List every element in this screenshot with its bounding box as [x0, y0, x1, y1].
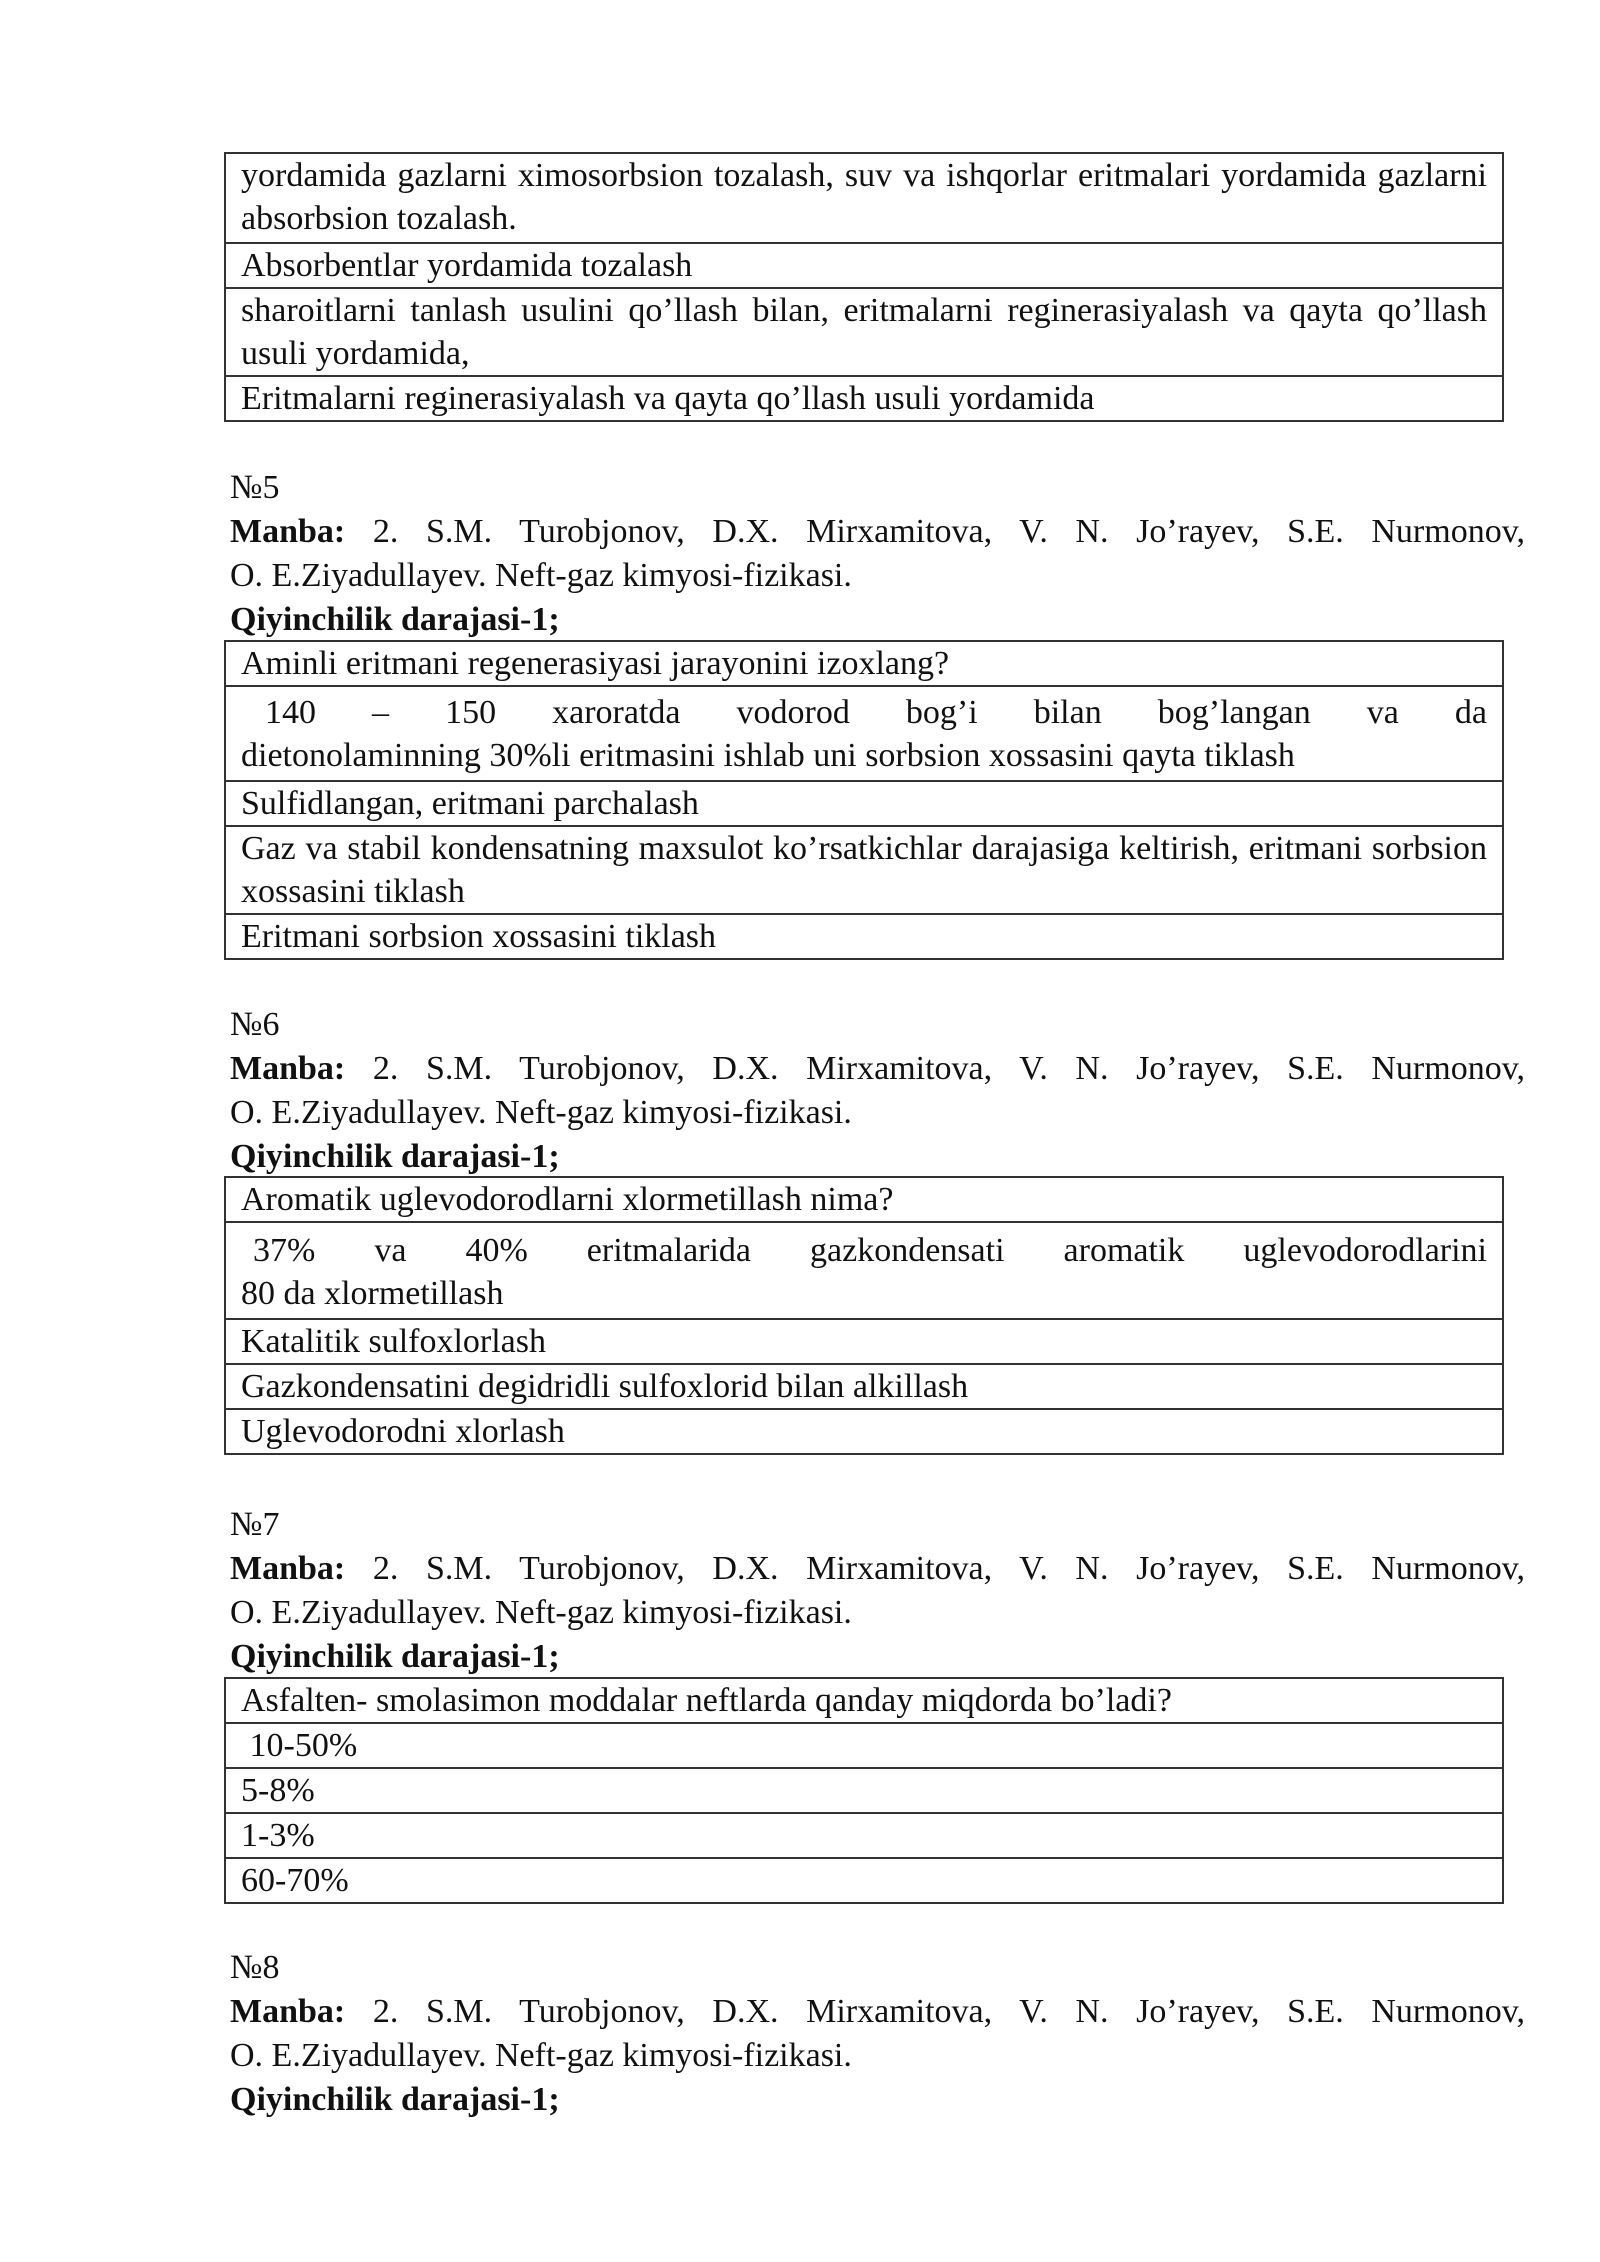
source-line-2: O. E.Ziyadullayev. Neft-gaz kimyosi-fizikasi.	[230, 1594, 852, 1631]
question-header	[230, 1003, 1525, 1179]
difficulty-level: Qiyinchilik darajasi-1;	[230, 1138, 560, 1175]
question-number: №8	[230, 1949, 280, 1986]
source-label: Manba:	[230, 1050, 346, 1087]
source-reference	[230, 1047, 1525, 1135]
table-row: yordamida gazlarni ximosorbsion tozalash, suv va ishqorlar eritmalari yordamida gazlarni absorbsion tozalash.	[241, 157, 1487, 237]
source-reference	[230, 1990, 1525, 2078]
source-line-1: 2. S.M. Turobjonov, D.X. Mirxamitova, V. N. Jo’rayev, S.E. Nurmonov,	[372, 1993, 1525, 2030]
difficulty-level: Qiyinchilik darajasi-1;	[230, 2081, 560, 2118]
source-line-2: O. E.Ziyadullayev. Neft-gaz kimyosi-fizikasi.	[230, 1094, 852, 1131]
table-row: Eritmani sorbsion xossasini tiklash	[226, 913, 1502, 958]
question-header	[230, 1503, 1525, 1679]
row-line: 140 – 150 xaroratda vodorod bog’i bilan bog’langan va da	[265, 694, 1487, 731]
table-row: Uglevodorodni xlorlash	[226, 1408, 1502, 1453]
source-line-2: O. E.Ziyadullayev. Neft-gaz kimyosi-fizikasi.	[230, 557, 852, 594]
table-row: Sulfidlangan, eritmani parchalash	[226, 780, 1502, 825]
answer-table	[224, 640, 1504, 960]
answer-table	[224, 1176, 1504, 1455]
table-row: Aromatik uglevodorodlarni xlormetillash nima?	[241, 1181, 894, 1218]
question-number: №7	[230, 1506, 280, 1543]
difficulty-level: Qiyinchilik darajasi-1;	[230, 601, 560, 638]
source-label: Manba:	[230, 1993, 346, 2030]
source-line-1: 2. S.M. Turobjonov, D.X. Mirxamitova, V. N. Jo’rayev, S.E. Nurmonov,	[372, 1550, 1525, 1587]
row-line: 80 da xlormetillash	[241, 1275, 504, 1312]
table-row: Eritmalarni reginerasiyalash va qayta qo’llash usuli yordamida	[226, 375, 1502, 420]
table-row: 1-3%	[226, 1812, 1502, 1857]
table-row: Absorbentlar yordamida tozalash	[226, 242, 1502, 287]
table-row: Gazkondensatini degidridli sulfoxlorid bilan alkillash	[226, 1363, 1502, 1408]
source-label: Manba:	[230, 513, 346, 550]
source-reference	[230, 1547, 1525, 1635]
table-row: sharoitlarni tanlash usulini qo’llash bilan, eritmalarni reginerasiyalash va qayta qo’llash usuli yordamida,	[226, 287, 1502, 375]
table-row: Katalitik sulfoxlorlash	[226, 1318, 1502, 1363]
table-row: Asfalten- smolasimon moddalar neftlarda qanday miqdorda bo’ladi?	[241, 1682, 1172, 1719]
row-line: 37% va 40% eritmalarida gazkondensati aromatik uglevodorodlarini	[253, 1232, 1487, 1269]
difficulty-level: Qiyinchilik darajasi-1;	[230, 1638, 560, 1675]
question-number: №6	[230, 1006, 280, 1043]
answer-table-top	[224, 152, 1504, 422]
question-header	[230, 1946, 1525, 2122]
table-row	[226, 1221, 1502, 1318]
source-reference	[230, 510, 1525, 598]
source-line-1: 2. S.M. Turobjonov, D.X. Mirxamitova, V. N. Jo’rayev, S.E. Nurmonov,	[372, 1050, 1525, 1087]
table-row: Gaz va stabil kondensatning maxsulot ko’rsatkichlar darajasiga keltirish, eritmani sorbsion xossasini tiklash	[226, 825, 1502, 913]
question-number: №5	[230, 469, 280, 506]
answer-table	[224, 1677, 1504, 1904]
table-row: Aminli eritmani regenerasiyasi jarayonini izoxlang?	[241, 645, 950, 682]
source-label: Manba:	[230, 1550, 346, 1587]
source-line-2: O. E.Ziyadullayev. Neft-gaz kimyosi-fizikasi.	[230, 2037, 852, 2074]
table-row: 60-70%	[226, 1857, 1502, 1902]
table-row: 5-8%	[226, 1767, 1502, 1812]
question-header	[230, 466, 1525, 642]
table-row	[226, 685, 1502, 780]
table-row: 10-50%	[226, 1722, 1502, 1767]
row-line: dietonolaminning 30%li eritmasini ishlab uni sorbsion xossasini qayta tiklash	[241, 737, 1295, 774]
source-line-1: 2. S.M. Turobjonov, D.X. Mirxamitova, V. N. Jo’rayev, S.E. Nurmonov,	[372, 513, 1525, 550]
